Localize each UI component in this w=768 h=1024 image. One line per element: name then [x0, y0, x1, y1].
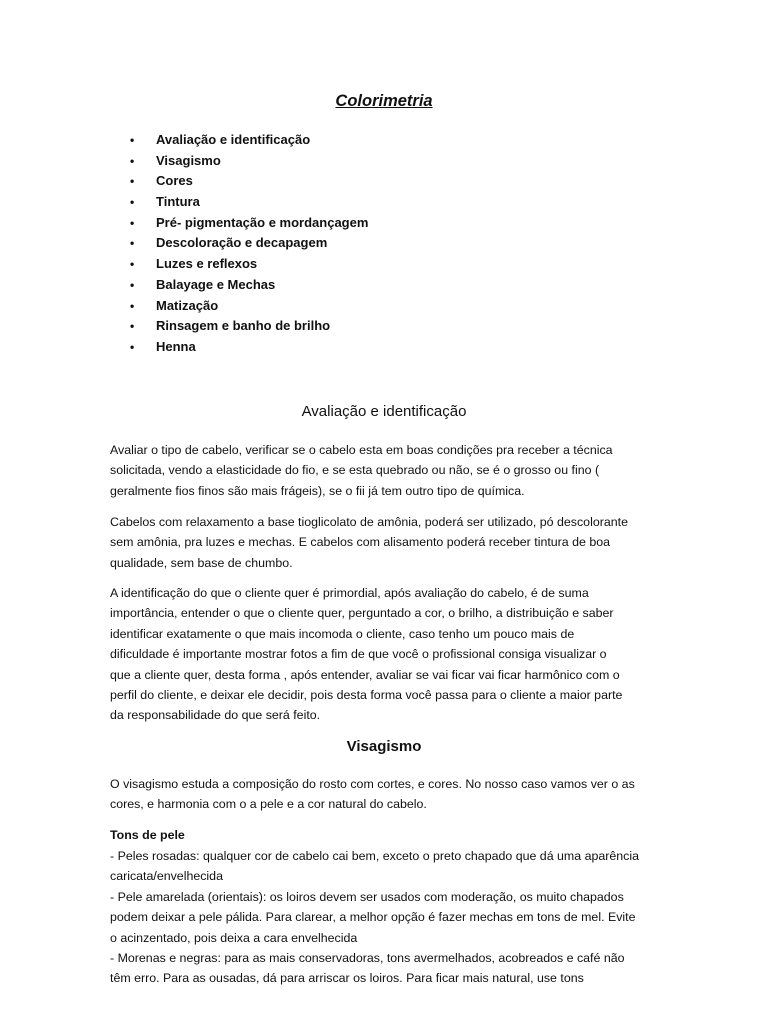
text-line: identificar exatamente o que mais incomoda o cliente, caso tenho um pouco mais de: [110, 626, 575, 641]
text-line: A identificação do que o cliente quer é primordial, após avaliação do cabelo, é de suma: [110, 586, 589, 600]
list-item-label: Luzes e reflexos: [156, 256, 258, 272]
list-item: [130, 337, 368, 358]
text-line: perfil do cliente, e deixar ele decidir, pois desta forma você passa para o cliente a maior parte: [110, 688, 623, 703]
paragraph-avaliacao-2: [110, 512, 670, 573]
text-line: solicitada, vendo a elasticidade do fio, e se esta quebrado ou não, se é o grosso ou fino (: [110, 463, 600, 478]
bullet-icon: •: [130, 236, 135, 251]
list-item-label: Avaliação e identificação: [156, 132, 311, 147]
text-line: podem deixar a pele pálida. Para clarear, a melhor opção é fazer mechas em tons de mel. Evite: [110, 910, 636, 925]
text-line: - Peles rosadas: qualquer cor de cabelo cai bem, exceto o preto chapado que dá uma aparência: [110, 849, 640, 863]
list-item-label: Matização: [156, 297, 219, 313]
list-item: [130, 233, 368, 254]
bullet-icon: •: [130, 215, 135, 230]
text-line: Avaliar o tipo de cabelo, verificar se o cabelo esta em boas condições pra receber a técnica: [110, 443, 613, 457]
list-item: [130, 254, 368, 275]
subheading-tons-de-pele: Tons de pele: [110, 828, 185, 842]
bullet-icon: •: [130, 298, 135, 313]
list-item: [130, 171, 368, 192]
paragraph-avaliacao-1: [110, 440, 670, 501]
bullet-icon: •: [130, 153, 135, 168]
list-item-label: Visagismo: [156, 152, 221, 168]
text-line: sem amônia, pra luzes e mechas. E cabelos com alisamento poderá receber tintura de boa: [110, 535, 611, 550]
paragraph-avaliacao-3: [110, 583, 670, 726]
text-line: - Pele amarelada (orientais): os loiros devem ser usados com moderação, os muito chapados: [110, 889, 624, 904]
bullet-icon: •: [130, 257, 135, 272]
list-item-label: Cores: [156, 173, 193, 189]
list-item: [130, 296, 368, 317]
text-line: qualidade, sem base de chumbo.: [110, 555, 293, 570]
list-item: [130, 151, 368, 172]
list-item: [130, 130, 368, 151]
paragraph-visagismo-1: [110, 774, 670, 815]
text-line: - Morenas e negras: para as mais conservadoras, tons avermelhados, acobreados e café não: [110, 951, 625, 966]
list-item-label: Descoloração e decapagem: [156, 235, 328, 251]
text-line: geralmente fios finos são mais frágeis), se o fii já tem outro tipo de química.: [110, 483, 525, 498]
bullet-icon: •: [130, 319, 135, 334]
bullet-icon: •: [130, 277, 135, 292]
text-line: dificuldade é importante mostrar fotos a fim de que você o profissional consiga visualizar o: [110, 647, 607, 662]
bullet-icon: •: [130, 339, 135, 354]
text-line: da responsabilidade do que será feito.: [110, 708, 321, 723]
topics-list: [130, 130, 368, 358]
list-item: [130, 213, 368, 234]
text-line: Cabelos com relaxamento a base tioglicolato de amônia, poderá ser utilizado, pó descolorante: [110, 515, 628, 529]
text-line: importância, entender o que o cliente quer, perguntado a cor, o brilho, a distribuição e saber: [110, 606, 614, 621]
list-item: [130, 316, 368, 337]
bullet-icon: •: [130, 133, 135, 147]
text-line: O visagismo estuda a composição do rosto com cortes, e cores. No nosso caso vamos ver o as: [110, 777, 635, 791]
list-item-label: Tintura: [156, 194, 200, 210]
bullet-icon: •: [130, 174, 135, 189]
list-item: [130, 192, 368, 213]
list-item-label: Henna: [156, 338, 196, 354]
text-line: o acinzentado, pois deixa a cara envelhecida: [110, 930, 358, 945]
bullet-icon: •: [130, 195, 135, 210]
text-line: caricata/envelhecida: [110, 869, 223, 884]
text-line: têm erro. Para as ousadas, dá para arriscar os loiros. Para ficar mais natural, use tons: [110, 971, 584, 986]
text-line: cores, e harmonia com o a pele e a cor natural do cabelo.: [110, 797, 427, 812]
text-line: que a cliente quer, desta forma , após entender, avaliar se vai ficar vai ficar harmônico com o: [110, 667, 620, 682]
list-item-label: Pré- pigmentação e mordançagem: [156, 214, 369, 230]
section-heading-visagismo: Visagismo: [346, 738, 422, 755]
section-heading-avaliacao: Avaliação e identificação: [301, 403, 467, 420]
document-title: Colorimetria: [335, 92, 433, 110]
list-item: [130, 275, 368, 296]
list-item-label: Rinsagem e banho de brilho: [156, 318, 331, 334]
list-item-label: Balayage e Mechas: [156, 276, 276, 292]
paragraph-tons-de-pele: [110, 846, 670, 989]
